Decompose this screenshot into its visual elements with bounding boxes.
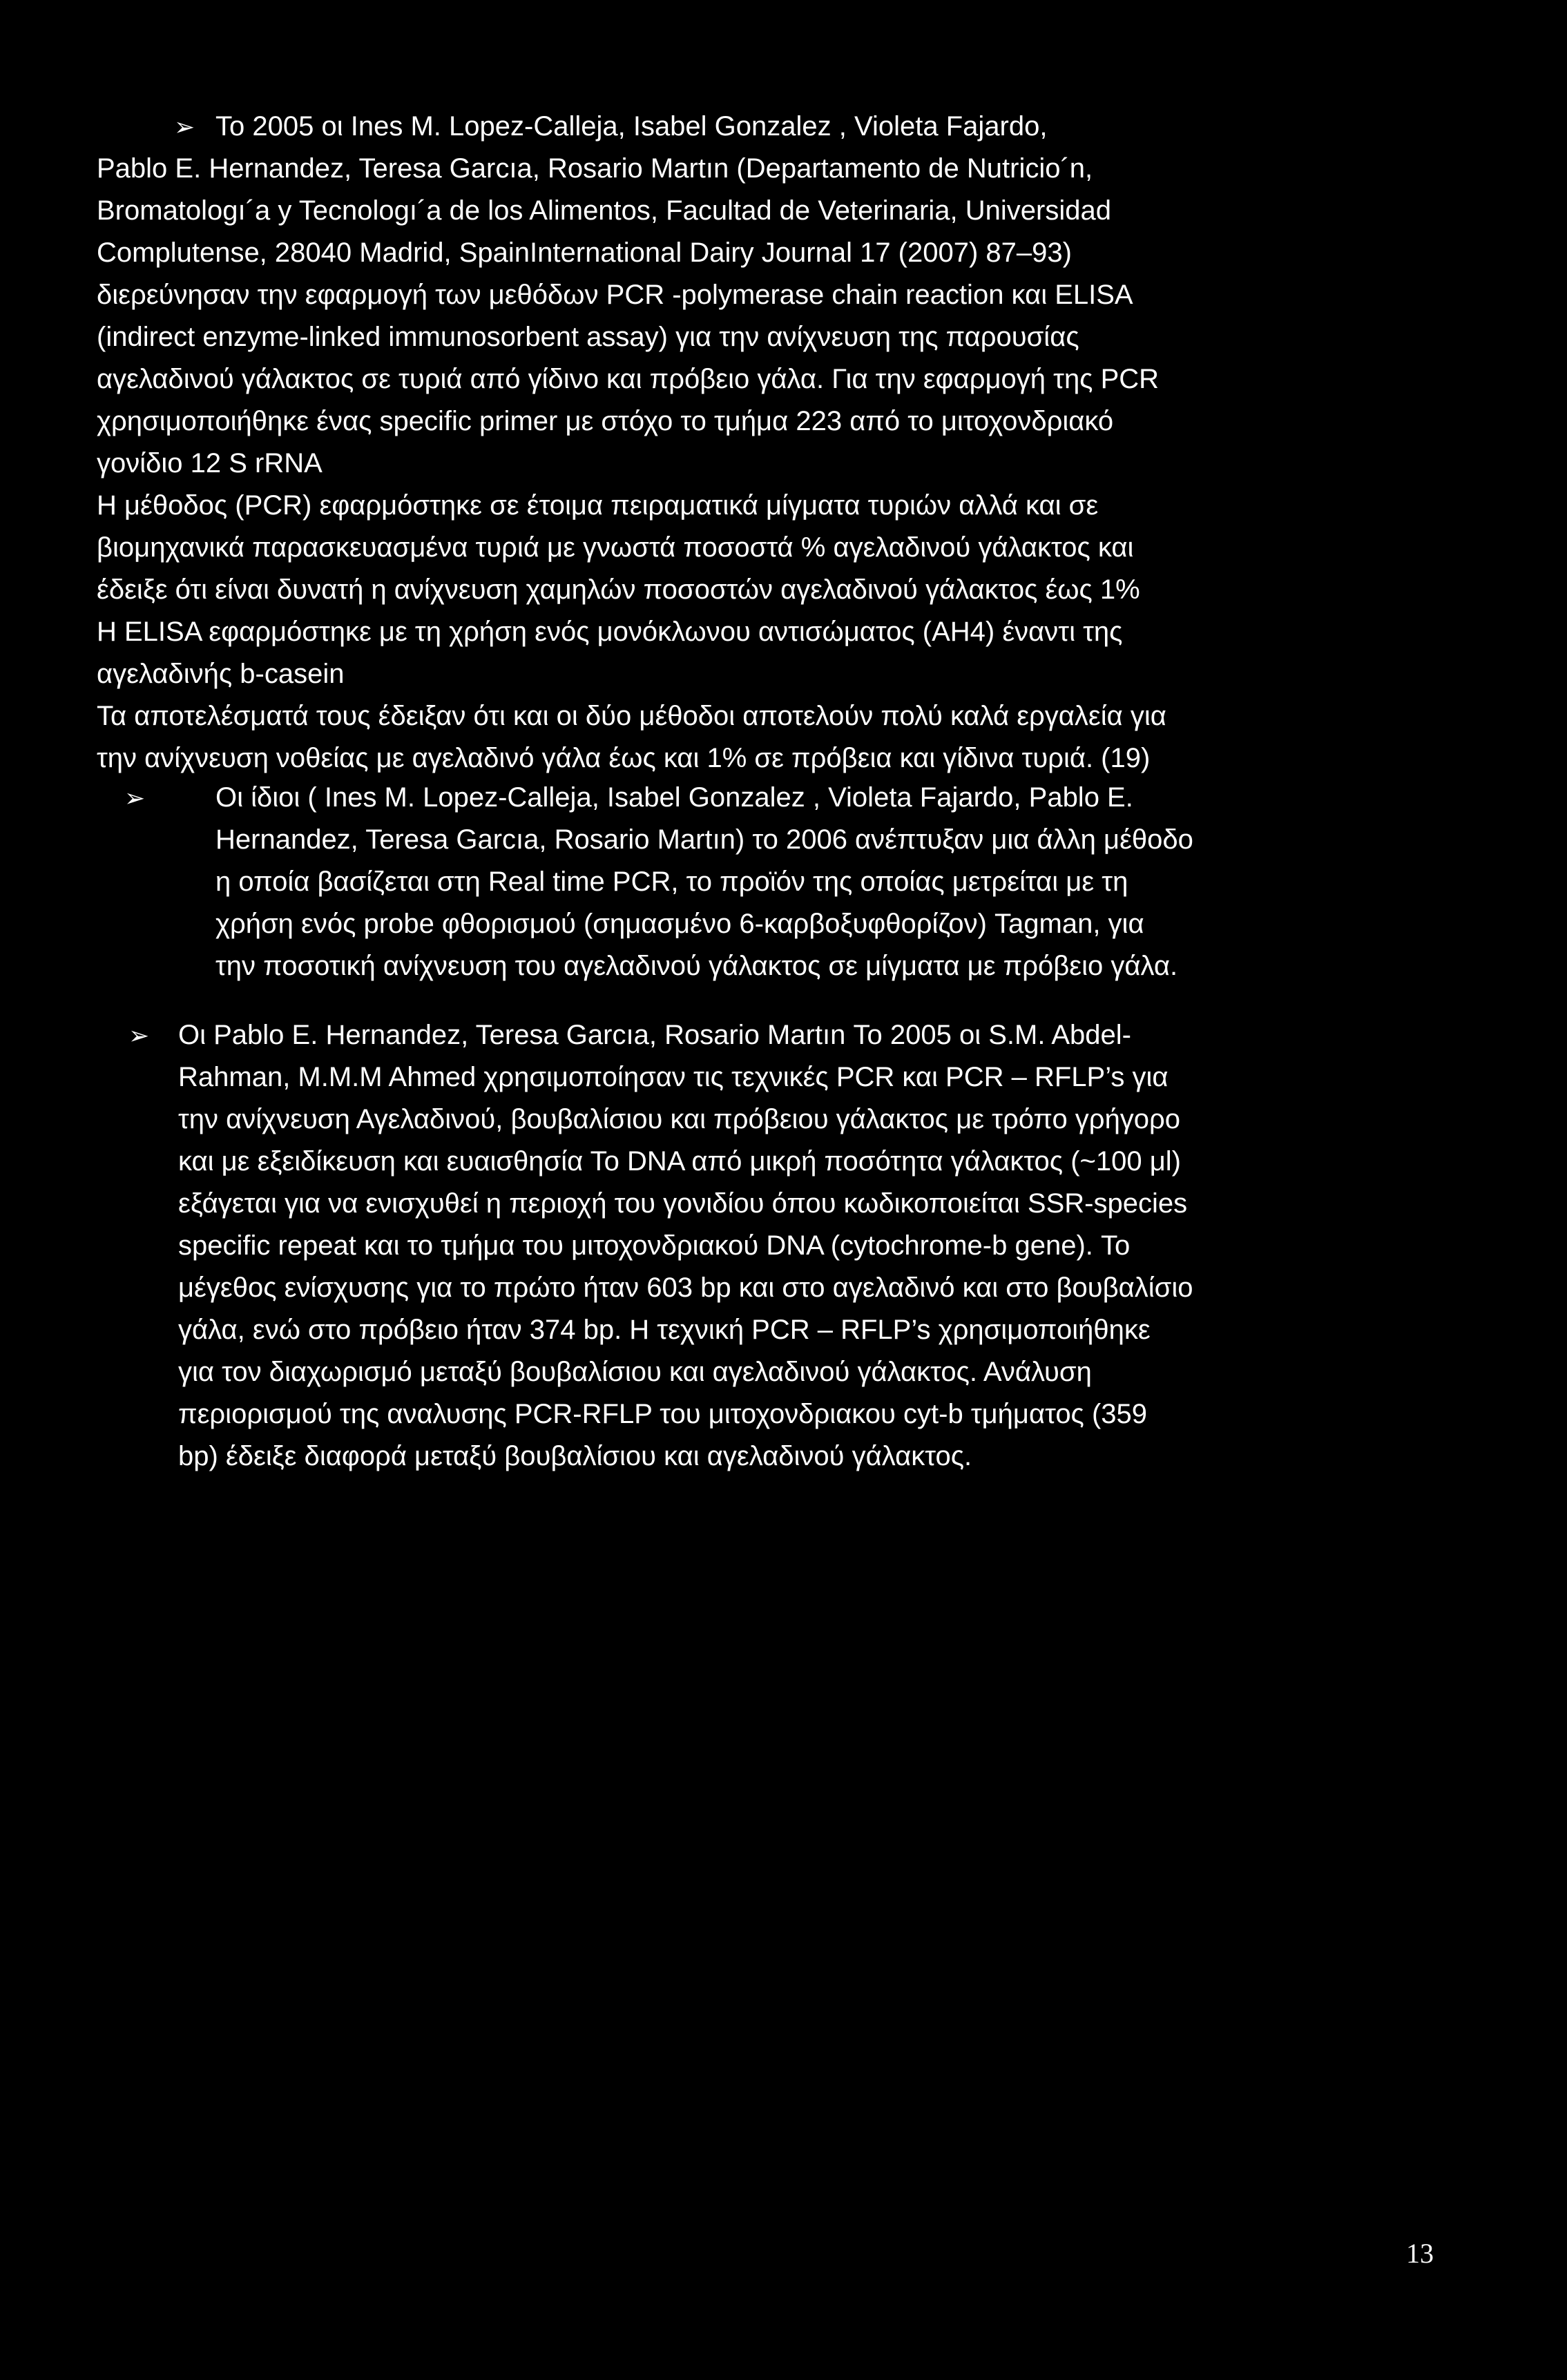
text-line: Τα αποτελέσματά τους έδειξαν ότι και οι δύο μέθοδοι αποτελούν πολύ καλά εργαλεία για	[97, 701, 1166, 731]
text-line: την ανίχνευση Αγελαδινού, βουβαλίσιου και πρόβειου γάλακτος με τρόπο γρήγορο	[178, 1104, 1181, 1134]
bullet-item-2	[97, 777, 1450, 819]
text-line: για τον διαχωρισμό μεταξύ βουβαλίσιου και αγελαδινού γάλακτος. Ανάλυση	[178, 1357, 1092, 1387]
text-line: έδειξε ότι είναι δυνατή η ανίχνευση χαμηλών ποσοστών αγελαδινού γάλακτος έως 1%	[97, 574, 1140, 605]
text-line: Hernandez, Teresa Garcıa, Rosario Martın) το 2006 ανέπτυξαν μια άλλη μέθοδο	[215, 824, 1193, 855]
text-line: η οποία βασίζεται στη Real time PCR, το προϊόν της οποίας μετρείται με τη	[215, 867, 1128, 897]
bullet-arrow-icon: ➢	[124, 784, 146, 812]
text-line: Pablo E. Hernandez, Teresa Garcıa, Rosario Martın (Departamento de Nutricio´n,	[97, 153, 1093, 184]
text-line: εξάγεται για να ενισχυθεί η περιοχή του γονιδίου όπου κωδικοποιείται SSR-species	[178, 1188, 1188, 1219]
text-line: Οι Pablo E. Hernandez, Teresa Garcıa, Rosario Martın Το 2005 οι S.M. Abdel-	[178, 1020, 1131, 1050]
bullet-item-1	[97, 106, 1450, 148]
bullet-item-3	[97, 1014, 1450, 1056]
text-line: μέγεθος ενίσχυσης για το πρώτο ήταν 603 bp και στο αγελαδινό και στο βουβαλίσιο	[178, 1273, 1193, 1303]
text-line: περιορισμού της αναλυσης PCR-RFLP του μιτοχονδριακου cyt-b τμήματος (359	[178, 1399, 1148, 1429]
text-line: χρήση ενός probe φθορισμού (σημασμένο 6-καρβοξυφθορίζον) Tagman, για	[215, 909, 1144, 939]
text-line: Bromatologı´a y Tecnologı´a de los Alimentos, Facultad de Veterinaria, Universidad	[97, 195, 1111, 226]
text-line: την ανίχνευση νοθείας με αγελαδινό γάλα έως και 1% σε πρόβεια και γίδινα τυριά. (19)	[97, 743, 1151, 773]
text-line: βιομηχανικά παρασκευασμένα τυριά με γνωστά ποσοστά % αγελαδινού γάλακτος και	[97, 532, 1134, 563]
text-line: την ποσοτική ανίχνευση του αγελαδινού γάλακτος σε μίγματα με πρόβειο γάλα.	[215, 951, 1178, 981]
text-line: bp) έδειξε διαφορά μεταξύ βουβαλίσιου και αγελαδινού γάλακτος.	[178, 1441, 972, 1471]
text-line: Η ELISA εφαρμόστηκε με τη χρήση ενός μονόκλωνου αντισώματος (AH4) έναντι της	[97, 617, 1123, 647]
paragraph-2	[97, 777, 1450, 987]
text-line: Η μέθοδος (PCR) εφαρμόστηκε σε έτοιμα πειραματικά μίγματα τυριών αλλά και σε	[97, 490, 1099, 521]
text-line: αγελαδινού γάλακτος σε τυριά από γίδινο και πρόβειο γάλα. Για την εφαρμογή της PCR	[97, 364, 1160, 394]
text-line: Complutense, 28040 Madrid, SpainInternational Dairy Journal 17 (2007) 87–93)	[97, 238, 1072, 268]
text-line: specific repeat και το τμήμα του μιτοχονδριακού DNA (cytochrome-b gene). Το	[178, 1230, 1131, 1261]
paragraph-1	[97, 106, 1450, 780]
text-line: Οι ίδιοι ( Ines M. Lopez-Calleja, Isabel Gonzalez , Violeta Fajardo, Pablo E.	[215, 782, 1133, 813]
text-line: (indirect enzyme-linked immunosorbent assay) για την ανίχνευση της παρουσίας	[97, 322, 1079, 352]
paragraph-3	[97, 1014, 1450, 1478]
text-line: αγελαδινής b-casein	[97, 659, 345, 689]
text-line: χρησιμοποιήθηκε ένας specific primer με στόχο το τμήμα 223 από το μιτοχονδριακό	[97, 406, 1114, 436]
bullet-arrow-icon: ➢	[174, 113, 195, 141]
text-line: Rahman, M.M.M Ahmed χρησιμοποίησαν τις τεχνικές PCR και PCR – RFLP’s για	[178, 1062, 1169, 1092]
text-line: και με εξειδίκευση και ευαισθησία Το DNA από μικρή ποσότητα γάλακτος (~100 μl)	[178, 1146, 1181, 1177]
text-line: γονίδιο 12 S rRNA	[97, 448, 323, 478]
text-line: Το 2005 οι Ines M. Lopez-Calleja, Isabel Gonzalez , Violeta Fajardo,	[215, 111, 1048, 142]
bullet-arrow-icon: ➢	[128, 1021, 150, 1049]
page-number: 13	[1406, 2238, 1434, 2269]
text-line: γάλα, ενώ στο πρόβειο ήταν 374 bp. Η τεχνική PCR – RFLP’s χρησιμοποιήθηκε	[178, 1315, 1151, 1345]
text-line: διερεύνησαν την εφαρμογή των μεθόδων PCR -polymerase chain reaction και ELISA	[97, 280, 1133, 310]
